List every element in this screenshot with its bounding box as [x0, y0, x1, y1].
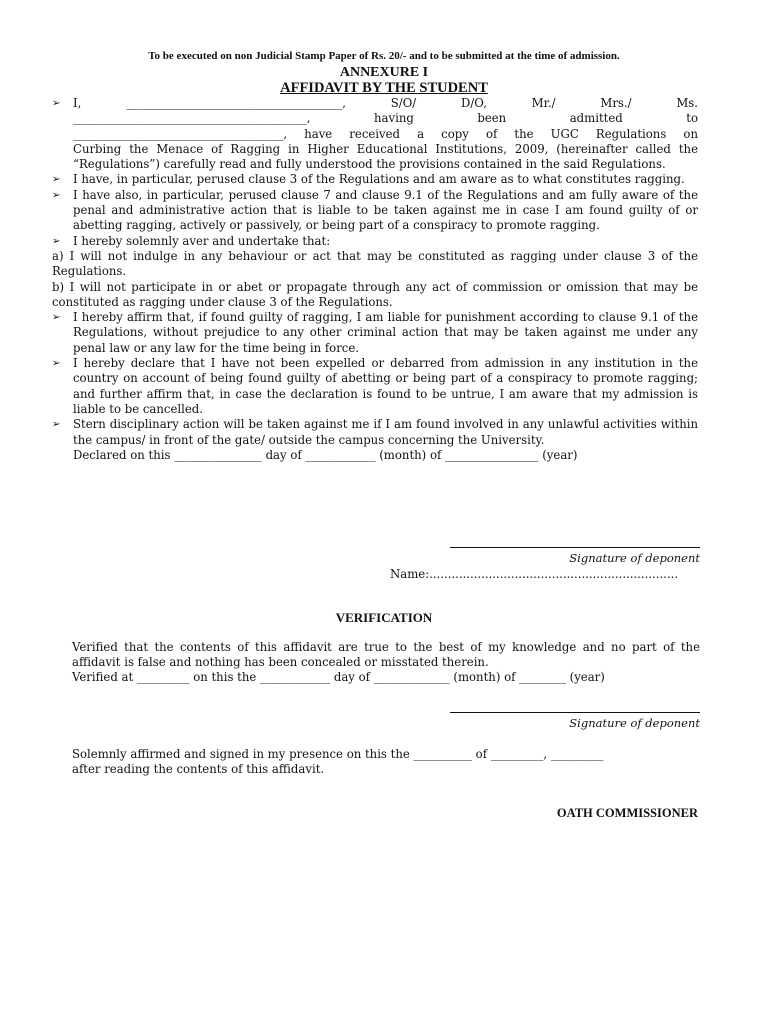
list-item — [52, 188, 698, 234]
sub-item-b: b) I will not participate in or abet or propagate through any act of commission or omission that may be constituted as ragging under clause 3 of the Regulations. — [52, 279, 698, 309]
arrow-bullet-icon: ➢ — [52, 98, 61, 109]
page-title — [0, 80, 768, 97]
verification-signature — [448, 712, 700, 730]
arrow-bullet-icon: ➢ — [52, 312, 61, 324]
affidavit-body — [52, 96, 698, 463]
arrow-bullet-icon: ➢ — [52, 174, 61, 186]
item-text: I hereby affirm that, if found guilty of ragging, I am liable for punishment according to clause 9.1 of the Regulations, without prejudice to any other criminal action that may be taken against me under any penal law or any law for the time being in force. — [73, 310, 698, 355]
item-text: I hereby solemnly aver and undertake that: — [73, 233, 331, 248]
verification-paragraph: Verified that the contents of this affidavit are true to the best of my knowledge and no part of the affidavit is false and nothing has been concealed or misstated therein. — [72, 640, 700, 669]
signature-line — [450, 712, 700, 713]
signature-line — [450, 547, 700, 548]
item-text: I hereby declare that I have not been expelled or debarred from admission in any institution in the country on account of being found guilty of abetting or being part of a conspiracy to promote ragging; and further affirm that, in case the declaration is found to be untrue, I am aware that my admission is liable to be cancelled. — [73, 356, 698, 416]
item-line: I, _____________________________________, S/O/ D/O, Mr./ Mrs./ Ms. — [73, 96, 698, 110]
verification-text — [72, 640, 700, 685]
declared-line: Declared on this _______________ day of ____________ (month) of ________________ (year) — [73, 447, 578, 462]
list-item — [52, 356, 698, 417]
title-text: AFFIDAVIT BY THE STUDENT — [280, 80, 488, 96]
list-item — [52, 172, 698, 187]
arrow-bullet-icon: ➢ — [52, 419, 61, 431]
sub-item-a: a) I will not indulge in any behaviour or act that may be constituted as ragging under clause 3 of the Regulations. — [52, 248, 698, 279]
affirmation-line-1: Solemnly affirmed and signed in my presence on this the __________ of _________, _________ — [72, 747, 604, 761]
stamp-paper-note: To be executed on non Judicial Stamp Paper of Rs. 20/- and to be submitted at the time of admission. — [148, 50, 620, 62]
deponent-signature — [448, 547, 700, 565]
signature-label: Signature of deponent — [569, 716, 700, 730]
affirmation — [72, 747, 700, 777]
list-item — [52, 234, 698, 249]
arrow-bullet-icon: ➢ — [52, 235, 61, 247]
item-text: Stern disciplinary action will be taken against me if I am found involved in any unlawful activities within the campus/ in front of the gate/ outside the campus concerning the University. — [73, 417, 698, 447]
annexure-label: ANNEXURE I — [339, 65, 429, 80]
oath-commissioner-label: OATH COMMISSIONER — [556, 806, 698, 820]
item-line: ________________________________________, having been admitted to — [73, 111, 698, 126]
list-item — [52, 96, 698, 172]
arrow-bullet-icon: ➢ — [52, 189, 61, 201]
list-item — [52, 310, 698, 356]
item-text: Curbing the Menace of Ragging in Higher Educational Institutions, 2009, (hereinafter called the “Regulations”) carefully read and fully understood the provisions contained in the said Regulations. — [73, 141, 698, 172]
arrow-bullet-icon: ➢ — [52, 358, 61, 370]
signature-label: Signature of deponent — [569, 551, 700, 565]
verified-at-line: Verified at _________ on this the ____________ day of _____________ (month) of ________ (year) — [72, 670, 605, 684]
item-text: I have also, in particular, perused clause 7 and clause 9.1 of the Regulations and am fully aware of the penal and administrative action that is liable to be taken against me in case I am found guilty of or abetting ragging, actively or passively, or being part of a conspiracy to promote ragging. — [73, 187, 698, 233]
item-line: ____________________________________, have received a copy of the UGC Regulations on — [73, 126, 698, 141]
affirmation-line-2: after reading the contents of this affidavit. — [72, 762, 325, 776]
name-line: Name:................................................................... — [390, 567, 679, 581]
item-text: I have, in particular, perused clause 3 of the Regulations and am aware as to what constitutes ragging. — [73, 172, 685, 187]
list-item — [52, 417, 698, 448]
verification-title: VERIFICATION — [335, 610, 433, 625]
undertaking-sub-items — [52, 249, 698, 310]
